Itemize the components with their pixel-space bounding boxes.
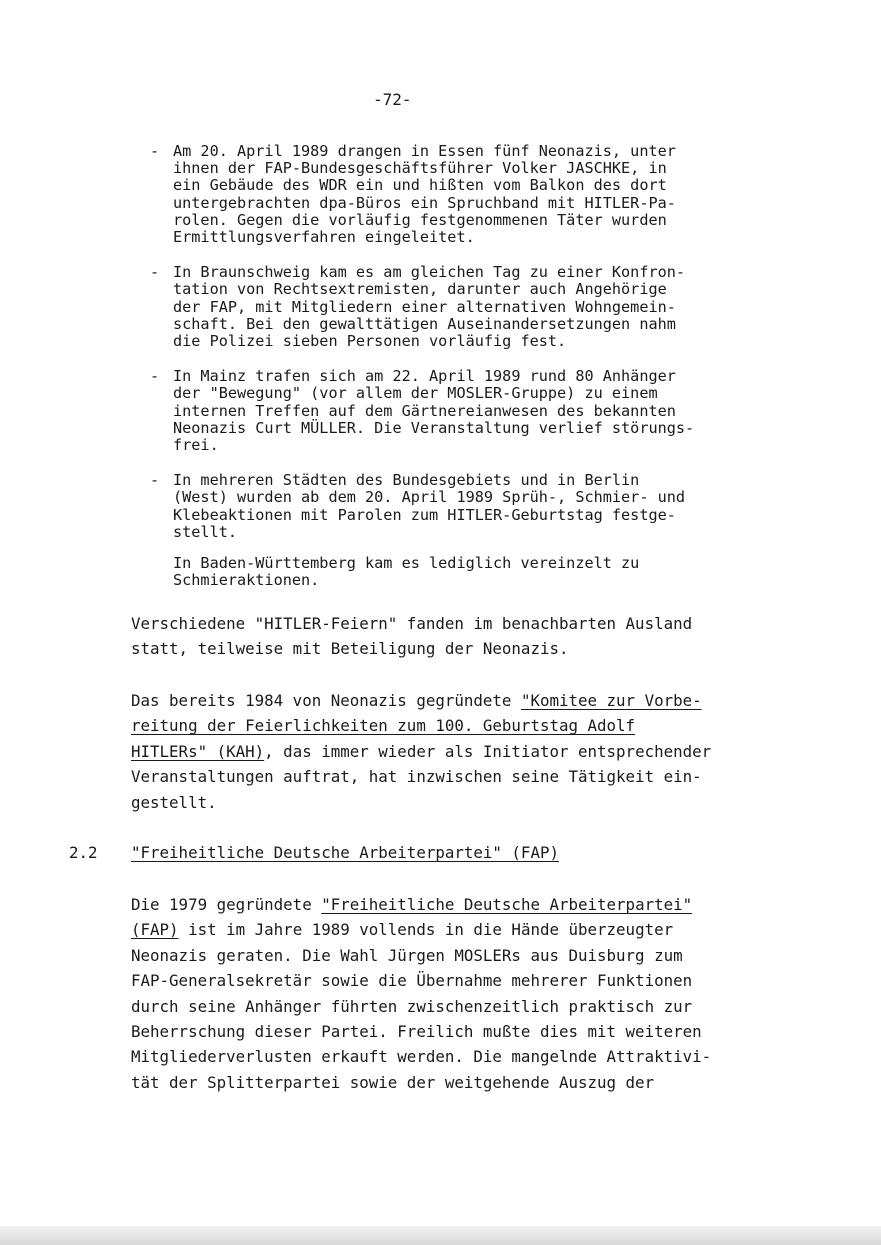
paragraph-kah xyxy=(131,688,791,815)
bullet-dash: - xyxy=(150,471,160,490)
list-item xyxy=(150,264,790,350)
bullet-dash: - xyxy=(150,263,160,282)
list-item xyxy=(150,472,790,541)
section-heading xyxy=(69,843,559,862)
list-item-text: In mehreren Städten des Bundesgebiets und in Berlin (West) wurden ab dem 20. April 1989 Sprüh-, Schmier- und Klebeaktionen mit Parolen zum HITLER-Geburtstag festge- stellt. xyxy=(173,471,686,541)
line-text: , das immer wieder als Initiator entsprechender xyxy=(264,741,712,761)
paragraph-line xyxy=(131,739,791,764)
paragraph-line: statt, teilweise mit Beteiligung der Neonazis. xyxy=(131,639,569,659)
paragraph-line: FAP-Generalsekretär sowie die Übernahme mehrerer Funktionen xyxy=(131,971,693,991)
list-item-text: Am 20. April 1989 drangen in Essen fünf Neonazis, unter ihnen der FAP-Bundesgeschäftsführer Volker JASCHKE, in ein Gebäude des WDR ein und hißten vom Balkon des dort untergebrachten dpa-Büros ein Spruchband mit HITLER-Pa- rolen. Gegen die vorläufig festgenommenen Täter wurden Ermittlungsverfahren eingeleitet. xyxy=(173,142,676,247)
page-number: -72- xyxy=(373,90,412,109)
paragraph-line xyxy=(131,713,791,738)
bullet-dash: - xyxy=(150,142,160,160)
paragraph-line: Neonazis geraten. Die Wahl Jürgen MOSLERs aus Duisburg zum xyxy=(131,945,683,965)
paragraph-line: durch seine Anhänger führten zwischenzeitlich praktisch zur xyxy=(131,996,693,1016)
underlined-text: "Freiheitliche Deutsche Arbeiterpartei" xyxy=(321,895,693,914)
list-item-text: In Braunschweig kam es am gleichen Tag zu einer Konfron- tation von Rechtsextremisten, darunter auch Angehörige der FAP, mit Mitgliedern einer alternativen Wohngemein- schaft. Bei den gewalttätigen Auseinandersetzungen nahm die Polizei sieben Personen vorläufig fest. xyxy=(173,263,686,351)
paragraph-line: tät der Splitterpartei sowie der weitgehende Auszug der xyxy=(131,1072,655,1092)
paragraph-line: gestellt. xyxy=(131,792,217,812)
paragraph-line xyxy=(131,688,791,713)
paragraph-line: Mitgliederverlusten erkauft werden. Die mangelnde Attraktivi- xyxy=(131,1047,712,1067)
paragraph-line: Beherrschung dieser Partei. Freilich mußte dies mit weiteren xyxy=(131,1022,702,1042)
paragraph-hitler-feiern xyxy=(131,611,791,662)
line-text: Das bereits 1984 von Neonazis gegründete xyxy=(131,691,521,710)
bullet-dash: - xyxy=(150,367,160,386)
section-number: 2.2 xyxy=(69,843,98,862)
list-item xyxy=(150,368,790,454)
paragraph-line xyxy=(131,917,791,942)
paragraph-line xyxy=(131,892,791,917)
scan-edge-shadow xyxy=(0,1226,881,1245)
paragraph-line: Verschiedene "HITLER-Feiern" fanden im benachbarten Ausland xyxy=(131,614,693,633)
underlined-text: reitung der Feierlichkeiten zum 100. Geburtstag Adolf xyxy=(131,716,636,736)
line-text: ist im Jahre 1989 vollends in die Hände überzeugter xyxy=(178,920,674,940)
subparagraph: In Baden-Württemberg kam es lediglich vereinzelt zu Schmieraktionen. xyxy=(173,554,640,590)
line-text: Die 1979 gegründete xyxy=(131,895,322,914)
underlined-text: HITLERs" (KAH) xyxy=(131,741,265,761)
list-item-text: In Mainz trafen sich am 22. April 1989 rund 80 Anhänger der "Bewegung" (vor allem der MOSLER-Gruppe) zu einem internen Treffen auf dem Gärtnereianwesen des bekannten Neonazis Curt MÜLLER. Die Veranstaltung verlief störungs- frei. xyxy=(173,367,695,455)
underlined-text: (FAP) xyxy=(131,920,179,940)
section-title: "Freiheitliche Deutsche Arbeiterpartei" (FAP) xyxy=(131,843,559,862)
underlined-text: "Komitee zur Vorbe- xyxy=(520,691,702,710)
paragraph-fap xyxy=(131,892,791,1095)
paragraph-line: Veranstaltungen auftrat, hat inzwischen seine Tätigkeit ein- xyxy=(131,767,702,787)
bullet-list xyxy=(150,143,790,559)
list-item xyxy=(150,143,790,246)
